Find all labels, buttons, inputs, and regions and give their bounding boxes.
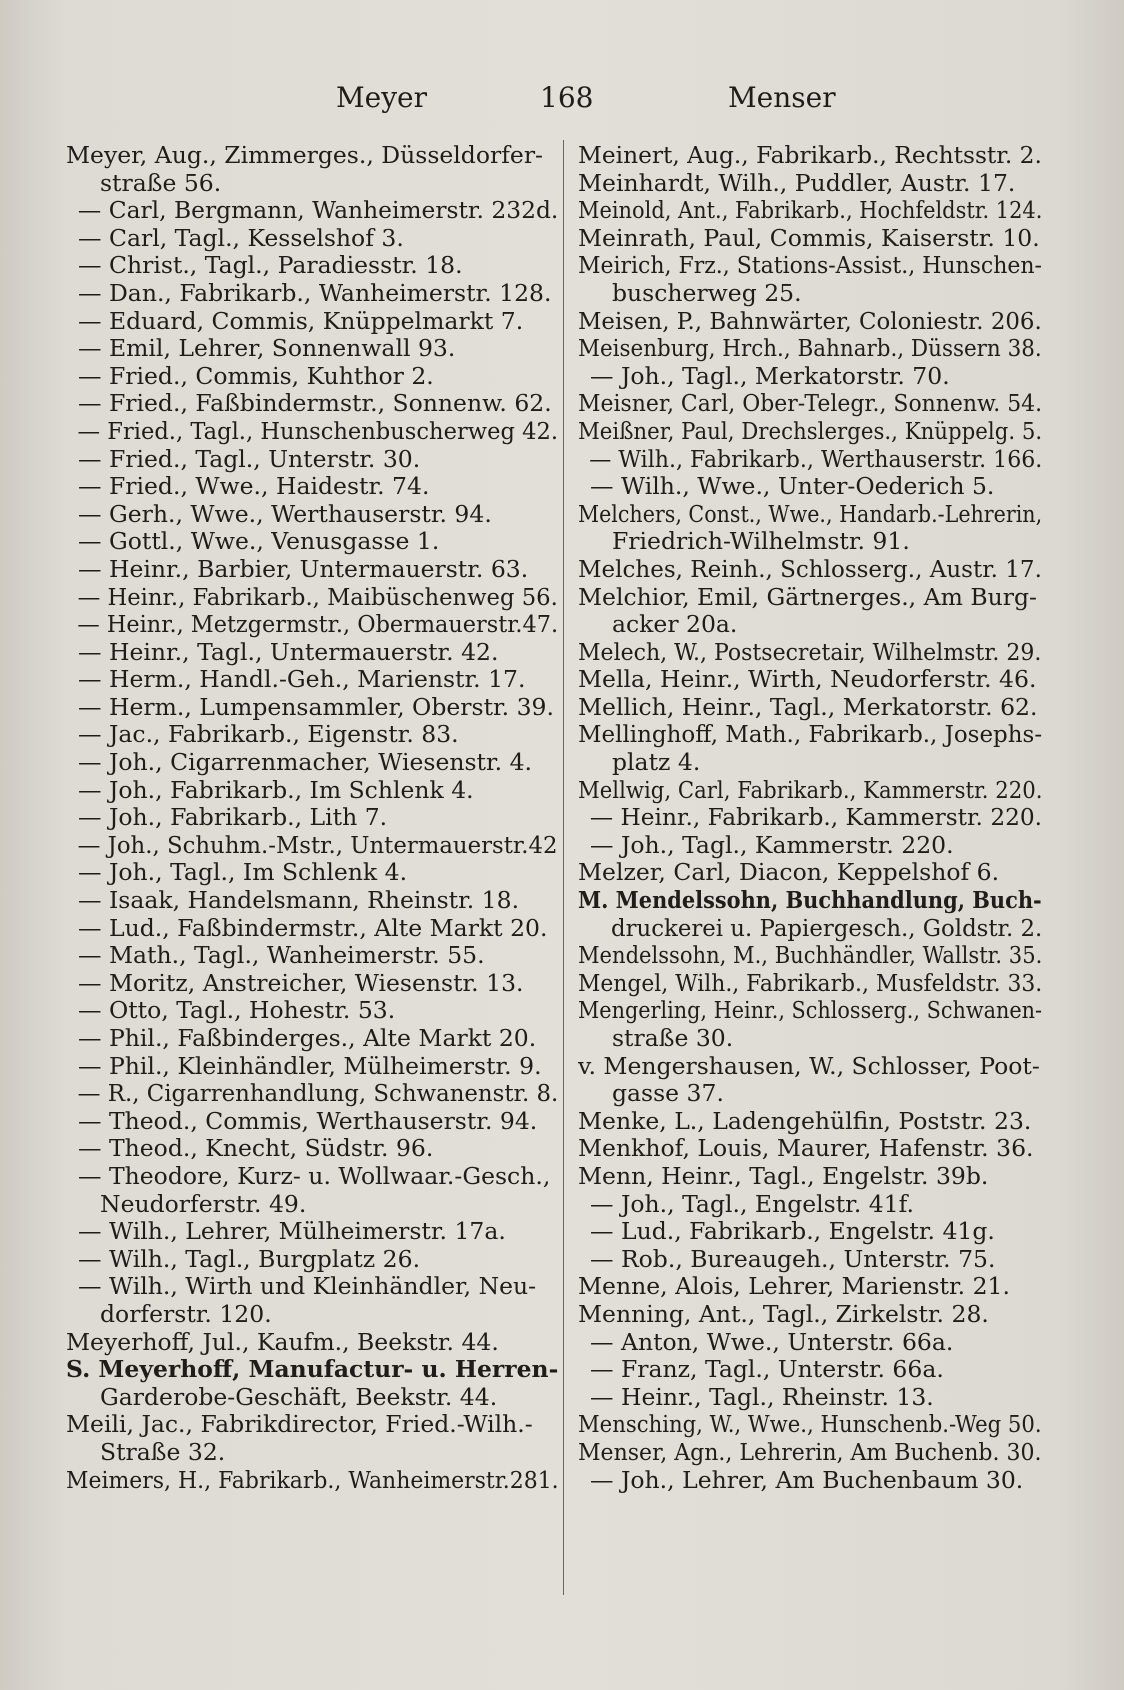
directory-entry: Mensching, W., Wwe., Hunschenb.-Weg 50. (578, 1410, 1042, 1439)
entry-continuation: straße 56. (100, 168, 222, 197)
directory-entry: — Franz, Tagl., Unterstr. 66a. (590, 1355, 944, 1384)
directory-entry: — Dan., Fabrikarb., Wanheimerstr. 128. (78, 278, 552, 307)
directory-entry: — Joh., Lehrer, Am Buchenbaum 30. (590, 1465, 1024, 1494)
directory-entry: — Gerh., Wwe., Werthauserstr. 94. (78, 499, 492, 528)
directory-entry: Meinrath, Paul, Commis, Kaiserstr. 10. (578, 223, 1040, 252)
directory-entry: Mengel, Wilh., Fabrikarb., Musfeldstr. 33. (578, 968, 1043, 997)
directory-entry: — Gottl., Wwe., Venusgasse 1. (78, 527, 440, 556)
entry-continuation: dorferstr. 120. (100, 1299, 272, 1328)
directory-entry: Mellich, Heinr., Tagl., Merkatorstr. 62. (578, 692, 1038, 721)
entry-continuation: Garderobe-Geschäft, Beekstr. 44. (100, 1382, 498, 1411)
entry-continuation: Friedrich-Wilhelmstr. 91. (612, 527, 910, 556)
entry-continuation: druckerei u. Papiergesch., Goldstr. 2. (611, 913, 1043, 942)
directory-entry: Melzer, Carl, Diacon, Keppelshof 6. (578, 858, 1000, 887)
directory-entry: — Joh., Tagl., Kammerstr. 220. (590, 830, 954, 859)
directory-entry: — Carl, Bergmann, Wanheimerstr. 232d. (77, 196, 559, 225)
directory-entry: — Otto, Tagl., Hohestr. 53. (78, 996, 396, 1025)
directory-entry: — Rob., Bureaugeh., Unterstr. 75. (590, 1244, 996, 1273)
directory-entry: Meirich, Frz., Stations-Assist., Hunschen- (578, 251, 1042, 280)
directory-entry: Melchior, Emil, Gärtnerges., Am Burg- (578, 582, 1037, 611)
directory-entry: — Joh., Fabrikarb., Lith 7. (78, 803, 388, 832)
directory-entry: Meisen, P., Bahnwärter, Coloniestr. 206. (578, 306, 1042, 335)
directory-entry: — Heinr., Fabrikarb., Kammerstr. 220. (589, 803, 1043, 832)
directory-entry: — Wilh., Wirth und Kleinhändler, Neu- (78, 1272, 537, 1301)
directory-entry: Meyerhoff, Jul., Kaufm., Beekstr. 44. (66, 1327, 499, 1356)
directory-entry: — Wilh., Lehrer, Mülheimerstr. 17a. (78, 1217, 506, 1246)
entry-continuation: platz 4. (612, 748, 701, 777)
directory-entry: Mella, Heinr., Wirth, Neudorferstr. 46. (578, 665, 1037, 694)
directory-entry: Meyer, Aug., Zimmerges., Düsseldorfer- (66, 141, 543, 169)
page-number: 168 (540, 81, 594, 114)
directory-entry: Mellinghoff, Math., Fabrikarb., Josephs- (578, 720, 1043, 749)
directory-entry: Menne, Alois, Lehrer, Marienstr. 21. (578, 1272, 1010, 1301)
directory-entry: — Theod., Commis, Werthauserstr. 94. (78, 1106, 538, 1135)
directory-entry: — Heinr., Tagl., Untermauerstr. 42. (78, 637, 499, 666)
directory-entry: — Joh., Cigarrenmacher, Wiesenstr. 4. (78, 748, 533, 777)
entry-continuation: Straße 32. (100, 1437, 226, 1466)
entry-continuation: straße 30. (612, 1024, 734, 1052)
directory-entry: — Emil, Lehrer, Sonnenwall 93. (78, 334, 456, 363)
directory-entry: — Wilh., Wwe., Unter-Oederich 5. (590, 472, 995, 501)
directory-entry: — Joh., Schuhm.-Mstr., Untermauerstr.42 (77, 830, 558, 859)
directory-entry: — Carl, Tagl., Kesselshof 3. (78, 223, 404, 252)
directory-entry: — Phil., Kleinhändler, Mülheimerstr. 9. (78, 1051, 542, 1080)
directory-entry: — Moritz, Anstreicher, Wiesenstr. 13. (78, 968, 524, 997)
directory-entry: Meili, Jac., Fabrikdirector, Fried.-Wilh.- (66, 1410, 533, 1439)
directory-entry: — Herm., Lumpensammler, Oberstr. 39. (78, 692, 554, 721)
directory-entry: — Christ., Tagl., Paradiesstr. 18. (78, 251, 463, 280)
directory-entry: — Wilh., Tagl., Burgplatz 26. (78, 1244, 421, 1273)
directory-entry: Meisner, Carl, Ober-Telegr., Sonnenw. 54. (578, 389, 1043, 418)
directory-entry: — Lud., Faßbindermstr., Alte Markt 20. (78, 913, 548, 942)
directory-entry: — Heinr., Metzgermstr., Obermauerstr.47. (77, 610, 559, 639)
directory-entry: — Theod., Knecht, Südstr. 96. (78, 1134, 434, 1163)
directory-entry: — Joh., Tagl., Merkatorstr. 70. (590, 361, 950, 390)
entry-continuation: gasse 37. (612, 1079, 724, 1108)
directory-entry: — Fried., Commis, Kuhthor 2. (78, 361, 434, 390)
directory-entry: Mellwig, Carl, Fabrikarb., Kammerstr. 220. (578, 775, 1043, 804)
directory-entry: Meißner, Paul, Drechslerges., Knüppelg. 5. (578, 416, 1043, 445)
entry-continuation: buscherweg 25. (612, 278, 802, 307)
directory-entry: — Joh., Fabrikarb., Im Schlenk 4. (78, 775, 474, 804)
directory-entry: M. Mendelssohn, Buchhandlung, Buch- (578, 886, 1042, 915)
directory-entry: — Theodore, Kurz- u. Wollwaar.-Gesch., (78, 1161, 551, 1190)
directory-entry: Menning, Ant., Tagl., Zirkelstr. 28. (578, 1299, 989, 1328)
directory-entry: — R., Cigarrenhandlung, Schwanenstr. 8. (77, 1079, 559, 1108)
directory-entry: Meinold, Ant., Fabrikarb., Hochfeldstr. 124. (578, 196, 1043, 225)
entry-continuation: acker 20a. (612, 610, 738, 639)
directory-entry: — Phil., Faßbinderges., Alte Markt 20. (78, 1024, 537, 1052)
directory-entry: Melches, Reinh., Schlosserg., Austr. 17. (578, 554, 1042, 583)
directory-entry: — Wilh., Fabrikarb., Werthauserstr. 166. (589, 444, 1043, 473)
running-header (0, 78, 1124, 118)
directory-entry: Meisenburg, Hrch., Bahnarb., Düssern 38. (578, 334, 1042, 363)
header-right-word: Menser (728, 81, 836, 114)
directory-entry: — Fried., Wwe., Haidestr. 74. (78, 472, 430, 501)
directory-entry: Menke, L., Ladengehülfin, Poststr. 23. (578, 1106, 1032, 1135)
directory-entry: — Isaak, Handelsmann, Rheinstr. 18. (78, 886, 520, 915)
directory-entry: — Anton, Wwe., Unterstr. 66a. (590, 1327, 954, 1356)
directory-entry: S. Meyerhoff, Manufactur- u. Herren- (66, 1355, 559, 1384)
directory-entry: Menser, Agn., Lehrerin, Am Buchenb. 30. (578, 1437, 1042, 1466)
directory-entry: Mengerling, Heinr., Schlosserg., Schwanen- (578, 996, 1043, 1025)
directory-entry: — Lud., Fabrikarb., Engelstr. 41g. (590, 1217, 995, 1246)
directory-entry: Mendelssohn, M., Buchhändler, Wallstr. 35. (578, 941, 1043, 970)
right-column (578, 142, 1042, 1494)
directory-entry: Meinhardt, Wilh., Puddler, Austr. 17. (578, 168, 1016, 197)
directory-entry: v. Mengershausen, W., Schlosser, Poot- (578, 1051, 1040, 1080)
directory-entry: Meinert, Aug., Fabrikarb., Rechtsstr. 2. (578, 141, 1042, 169)
directory-entry: Meimers, H., Fabrikarb., Wanheimerstr.281. (66, 1465, 559, 1494)
directory-entry: — Heinr., Tagl., Rheinstr. 13. (590, 1382, 934, 1411)
entry-continuation: Neudorferstr. 49. (100, 1189, 307, 1218)
directory-entry: — Jac., Fabrikarb., Eigenstr. 83. (78, 720, 459, 749)
directory-entry: — Math., Tagl., Wanheimerstr. 55. (78, 941, 485, 970)
directory-entry: Menkhof, Louis, Maurer, Hafenstr. 36. (578, 1134, 1034, 1163)
directory-entry: — Joh., Tagl., Engelstr. 41f. (590, 1189, 914, 1218)
directory-entry: Melchers, Const., Wwe., Handarb.-Lehrerin, (578, 499, 1043, 528)
column-divider (563, 140, 564, 1595)
directory-entry: — Fried., Tagl., Hunschenbuscherweg 42. (77, 416, 559, 445)
directory-entry: — Fried., Faßbindermstr., Sonnenw. 62. (78, 389, 552, 418)
directory-entry: Menn, Heinr., Tagl., Engelstr. 39b. (578, 1161, 989, 1190)
header-left-word: Meyer (336, 81, 428, 114)
directory-entry: — Herm., Handl.-Geh., Marienstr. 17. (78, 665, 526, 694)
directory-entry: — Heinr., Barbier, Untermauerstr. 63. (78, 554, 529, 583)
directory-entry: Melech, W., Postsecretair, Wilhelmstr. 29. (578, 637, 1042, 666)
directory-entry: — Heinr., Fabrikarb., Maibüschenweg 56. (77, 582, 558, 611)
directory-entry: — Eduard, Commis, Knüppelmarkt 7. (78, 306, 524, 335)
directory-entry: — Fried., Tagl., Unterstr. 30. (78, 444, 421, 473)
directory-entry: — Joh., Tagl., Im Schlenk 4. (78, 858, 408, 887)
left-column (66, 142, 558, 1494)
